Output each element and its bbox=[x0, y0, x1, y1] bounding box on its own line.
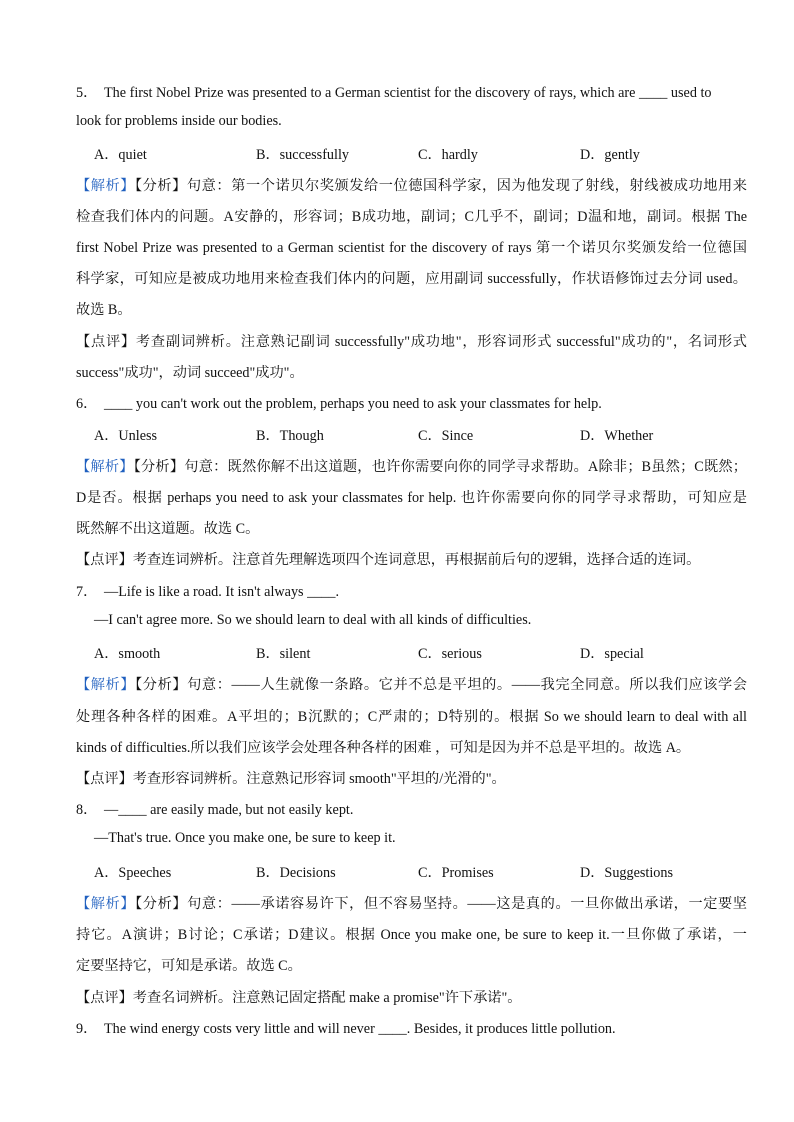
question-7-stem-line-2: —I can't agree more. So we should learn to deal with all kinds of difficulties. bbox=[94, 612, 532, 628]
analysis-line: first Nobel Prize was presented to a German scientist for the discovery of rays 第一个诺贝尔奖颁发给一位德国 bbox=[76, 240, 747, 256]
question-number: 5． bbox=[76, 85, 98, 101]
question-8-stem-line-1: 8． —____ are easily made, but not easily kept. bbox=[76, 799, 353, 819]
option-a: A．smooth bbox=[94, 646, 161, 662]
option-c: C．hardly bbox=[418, 147, 478, 163]
analysis-line: 持它。A演讲；B讨论；C承诺；D建议。根据 Once you make one, be sure to keep it.一旦你做了承诺，一 bbox=[76, 927, 747, 943]
question-5-stem-line-2: look for problems inside our bodies. bbox=[76, 113, 282, 129]
question-6-stem: 6． ____ you can't work out the problem, perhaps you need to ask your classmates for help. bbox=[76, 393, 602, 413]
option-a: A．Unless bbox=[94, 428, 158, 444]
question-8-stem-line-2: —That's true. Once you make one, be sure to keep it. bbox=[94, 830, 396, 846]
option-b: B．silent bbox=[256, 646, 311, 662]
option-d: D．Suggestions bbox=[580, 865, 674, 881]
option-a: A．quiet bbox=[94, 147, 147, 163]
option-b: B．Decisions bbox=[256, 865, 336, 881]
question-number: 9． bbox=[76, 1021, 98, 1037]
analysis-line: 【解析】【分析】句意：既然你解不出这道题，也许你需要向你的同学寻求帮助。A除非；B虽然；C既然； bbox=[76, 459, 747, 475]
analysis-line: 【解析】【分析】句意：——人生就像一条路。它并不总是平坦的。——我完全同意。所以我们应该学会 bbox=[76, 677, 747, 693]
question-7-stem-line-1: 7． —Life is like a road. It isn't always ____. bbox=[76, 581, 339, 601]
question-number: 6． bbox=[76, 396, 98, 412]
option-c: C．serious bbox=[418, 646, 482, 662]
option-d: D．special bbox=[580, 646, 644, 662]
analysis-line: kinds of difficulties.所以我们应该学会处理各种各样的困难 ，可知是因为并不总是平坦的。故选 A。 bbox=[76, 740, 691, 756]
question-9-stem: 9． The wind energy costs very little and will never ____. Besides, it produces little pollution. bbox=[76, 1018, 616, 1038]
analysis-line: 检查我们体内的问题。A安静的，形容词；B成功地，副词；C几乎不，副词；D温和地，副词。根据 The bbox=[76, 209, 747, 225]
analysis-line: 科学家，可知应是被成功地用来检查我们体内的问题，应用副词 successfully，作状语修饰过去分词 used。 bbox=[76, 271, 747, 287]
analysis-line: 【解析】【分析】句意：——承诺容易许下，但不容易坚持。——这是真的。一旦你做出承诺，一定要坚 bbox=[76, 896, 747, 912]
question-number: 8． bbox=[76, 802, 98, 818]
option-d: D．gently bbox=[580, 147, 640, 163]
question-5-stem-line-1: 5． The first Nobel Prize was presented to a German scientist for the discovery of rays, which are ____ used to bbox=[76, 82, 712, 102]
jiexi-tag: 【解析】 bbox=[76, 459, 134, 475]
comment-line: 【点评】考查形容词辨析。注意熟记形容词 smooth"平坦的/光滑的"。 bbox=[76, 771, 506, 787]
option-b: B．successfully bbox=[256, 147, 349, 163]
option-c: C．Since bbox=[418, 428, 474, 444]
comment-line: 【点评】考查名词辨析。注意熟记固定搭配 make a promise"许下承诺"。 bbox=[76, 990, 522, 1006]
jiexi-tag: 【解析】 bbox=[76, 896, 136, 912]
analysis-line: 定要坚持它，可知是承诺。故选 C。 bbox=[76, 958, 302, 974]
comment-line: 【点评】考查副词辨析。注意熟记副词 successfully"成功地"，形容词形式 successful"成功的"，名词形式 bbox=[76, 334, 747, 350]
jiexi-tag: 【解析】 bbox=[76, 677, 136, 693]
option-b: B．Though bbox=[256, 428, 324, 444]
option-c: C．Promises bbox=[418, 865, 494, 881]
analysis-line: 故选 B。 bbox=[76, 302, 132, 318]
jiexi-tag: 【解析】 bbox=[76, 178, 136, 194]
analysis-line: 【解析】【分析】句意：第一个诺贝尔奖颁发给一位德国科学家，因为他发现了射线，射线被成功地用来 bbox=[76, 178, 747, 194]
comment-line: 【点评】考查连词辨析。注意首先理解选项四个连词意思，再根据前后句的逻辑，选择合适的连词。 bbox=[76, 552, 701, 568]
option-d: D．Whether bbox=[580, 428, 654, 444]
option-a: A．Speeches bbox=[94, 865, 172, 881]
analysis-line: 处理各种各样的困难。A平坦的；B沉默的；C严肃的；D特别的。根据 So we should learn to deal with all bbox=[76, 709, 747, 725]
analysis-line: D是否。根据 perhaps you need to ask your classmates for help. 也许你需要向你的同学寻求帮助，可知应是 bbox=[76, 490, 747, 506]
question-number: 7． bbox=[76, 584, 98, 600]
analysis-line: 既然解不出这道题。故选 C。 bbox=[76, 521, 260, 537]
comment-line: success"成功"，动词 succeed"成功"。 bbox=[76, 365, 304, 381]
